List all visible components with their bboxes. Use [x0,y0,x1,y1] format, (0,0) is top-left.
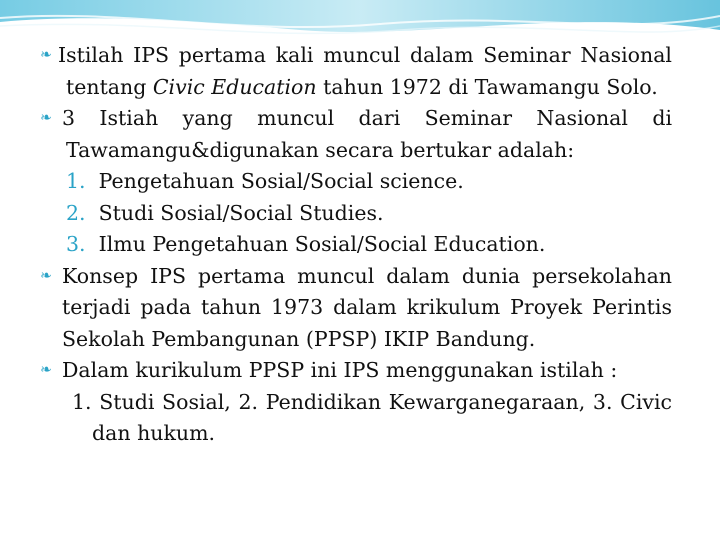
bullet-text: Dalam kurikulum PPSP ini IPS menggunakan istilah : [62,358,618,382]
bullet-leaf-icon: ❧ [40,267,52,284]
bullet-text: 1. Studi Sosial, 2. Pendidikan Kewarganegaraan, 3. Civic [72,389,672,414]
bullet-text: Tawamangu&digunakan secara bertukar adalah: [66,137,575,162]
list-item: 1. Pengetahuan Sosial/Social science. [66,169,464,193]
bullet-text: Konsep IPS pertama muncul dalam dunia persekolahan [62,263,672,288]
bullet-leaf-icon: ❧ [40,47,52,63]
bullet-leaf-icon: ❧ [40,110,52,126]
bullet-item [40,261,672,356]
list-item: 2. Studi Sosial/Social Studies. [66,200,384,225]
slide-content [40,40,672,450]
bullet-text: 3 Istiah yang muncul dari Seminar Nasional di [62,106,672,130]
bullet-item [40,40,672,103]
bullet-text: tentang Civic Education tahun 1972 di Tawamangu Solo. [66,74,658,99]
bullet-text: Sekolah Pembangunan (PPSP) IKIP Bandung. [62,326,536,351]
emphasis-text: Civic Education [152,74,317,99]
bullet-text: terjadi pada tahun 1973 dalam krikulum Proyek Perintis [62,295,672,319]
bullet-leaf-icon: ❧ [40,362,52,378]
bullet-text: dan hukum. [92,421,216,445]
bullet-item [40,355,672,450]
bullet-text: Istilah IPS pertama kali muncul dalam Seminar Nasional [58,43,672,67]
bullet-item [40,103,672,261]
list-item: 3. Ilmu Pengetahuan Sosial/Social Education. [66,232,546,256]
